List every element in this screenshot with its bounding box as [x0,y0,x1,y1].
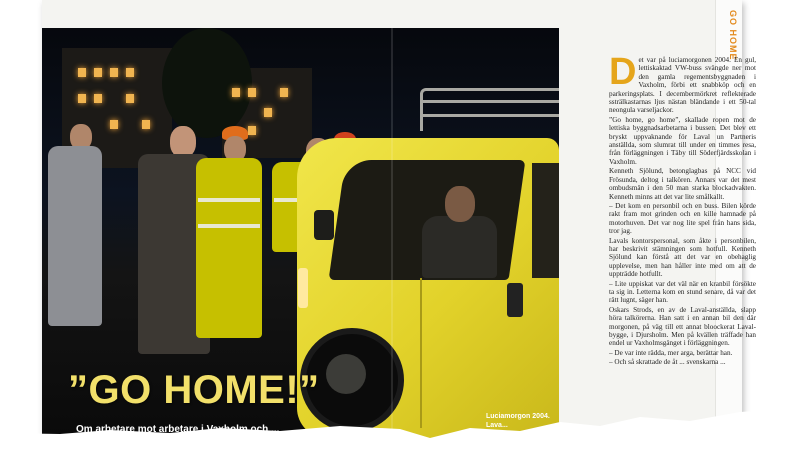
caption-line: Lava... [486,422,508,429]
article-paragraph: ”Go home, go home”, skallade ropen mot de lettiska byggnadsarbetarna i bussen. Det blev ett bryskt uppvaknande för Laval un Partneris anställda, som slumrat till under en timmes resa, från förläggningen i Täby till Söderfjärdsskolan i Vaxholm. [609,115,756,166]
caption-line: Luciamorgon 2004. [486,413,550,420]
article-paragraph: Lavals kontorspersonal, som åkte i personbilen, har beskrivit stämningen som hotfull. Kenneth Sjölund kan förstå att det var en obehaglig upplevelse, men han håller inte med om att de uppträdde hotfullt. [609,236,756,279]
torn-paper-edge [0,400,800,457]
article-paragraph: – Och så skrattade de åt ... svenskarna ... [609,358,726,367]
van-rear-window [532,163,559,278]
section-tab: GO HOME [728,10,738,61]
window-light [126,68,134,77]
window-light [248,88,256,97]
window-light [248,126,256,135]
article-paragraph: – Det kom en personbil och en buss. Bilen körde rakt fram mot grinden och en kille hamnade på motorhuven. Det var nog lite spel från hans sida, tror jag. [609,201,756,236]
page-gutter [391,28,393,440]
roof-rack-bar [420,114,559,117]
article-paragraph: Oskars Strods, en av de Laval-anställda, slapp höra talkörerna. Han satt i en annan bil den där morgonen, på väg till ett annat bloockerat Laval-bygge, i Djursholm. Men på kvällen träffade han endel ur Vaxholmsgänget i förläggningen. [609,305,756,348]
article-paragraph: – Lite uppiskat var det väl när en kranbil försökte ta sig in. Letterna kom en stund senare, då var det rätt lugnt, säger han. [609,279,756,305]
window-light [142,120,150,129]
window-light [264,108,272,117]
van-driver-head [445,186,475,222]
van-headlight [298,268,308,308]
window-light [110,120,118,129]
article-paragraph: et var på luciamorgonen 2004. En gul, lettiskaktad VW-buss svängde ner mot den gamla regementsbyggnaden i Vaxholm, förbi ett snabbköp och en parkeringsplats. I decembermörkret reflekterade ssträlkastarnas ljus nästan bländande i ett 50-tal neongula varseljackor. [609,56,756,115]
window-light [94,68,102,77]
article-paragraph: – De var inte rädda, mer arga, berättar han. [609,348,733,357]
window-light [110,68,118,77]
article-body [609,56,756,416]
window-light [94,94,102,103]
headline: ”GO HOME!” [68,368,320,412]
window-light [232,88,240,97]
roof-rack [420,88,559,131]
window-light [78,68,86,77]
roof-rack-bar [420,100,559,103]
deck-text: Om arbetare mot arbetare i Vaxholm och ... [76,424,280,435]
van-door-handle [507,283,523,317]
van-driver [422,216,497,278]
window-light [126,94,134,103]
side-mirror [314,210,334,240]
window-light [78,94,86,103]
tree [162,28,252,138]
article-paragraph: Kenneth Sjölund, betonglagbas på NCC vid Frösunda, deltog i talkören. Annars var det mest ombudsmän i den 50 man starka blockadvakten. Kenneth minns att det var lite smålkallt. [609,167,756,201]
drop-cap: D [609,56,637,93]
window-light [280,88,288,97]
van-hubcap [326,354,366,394]
